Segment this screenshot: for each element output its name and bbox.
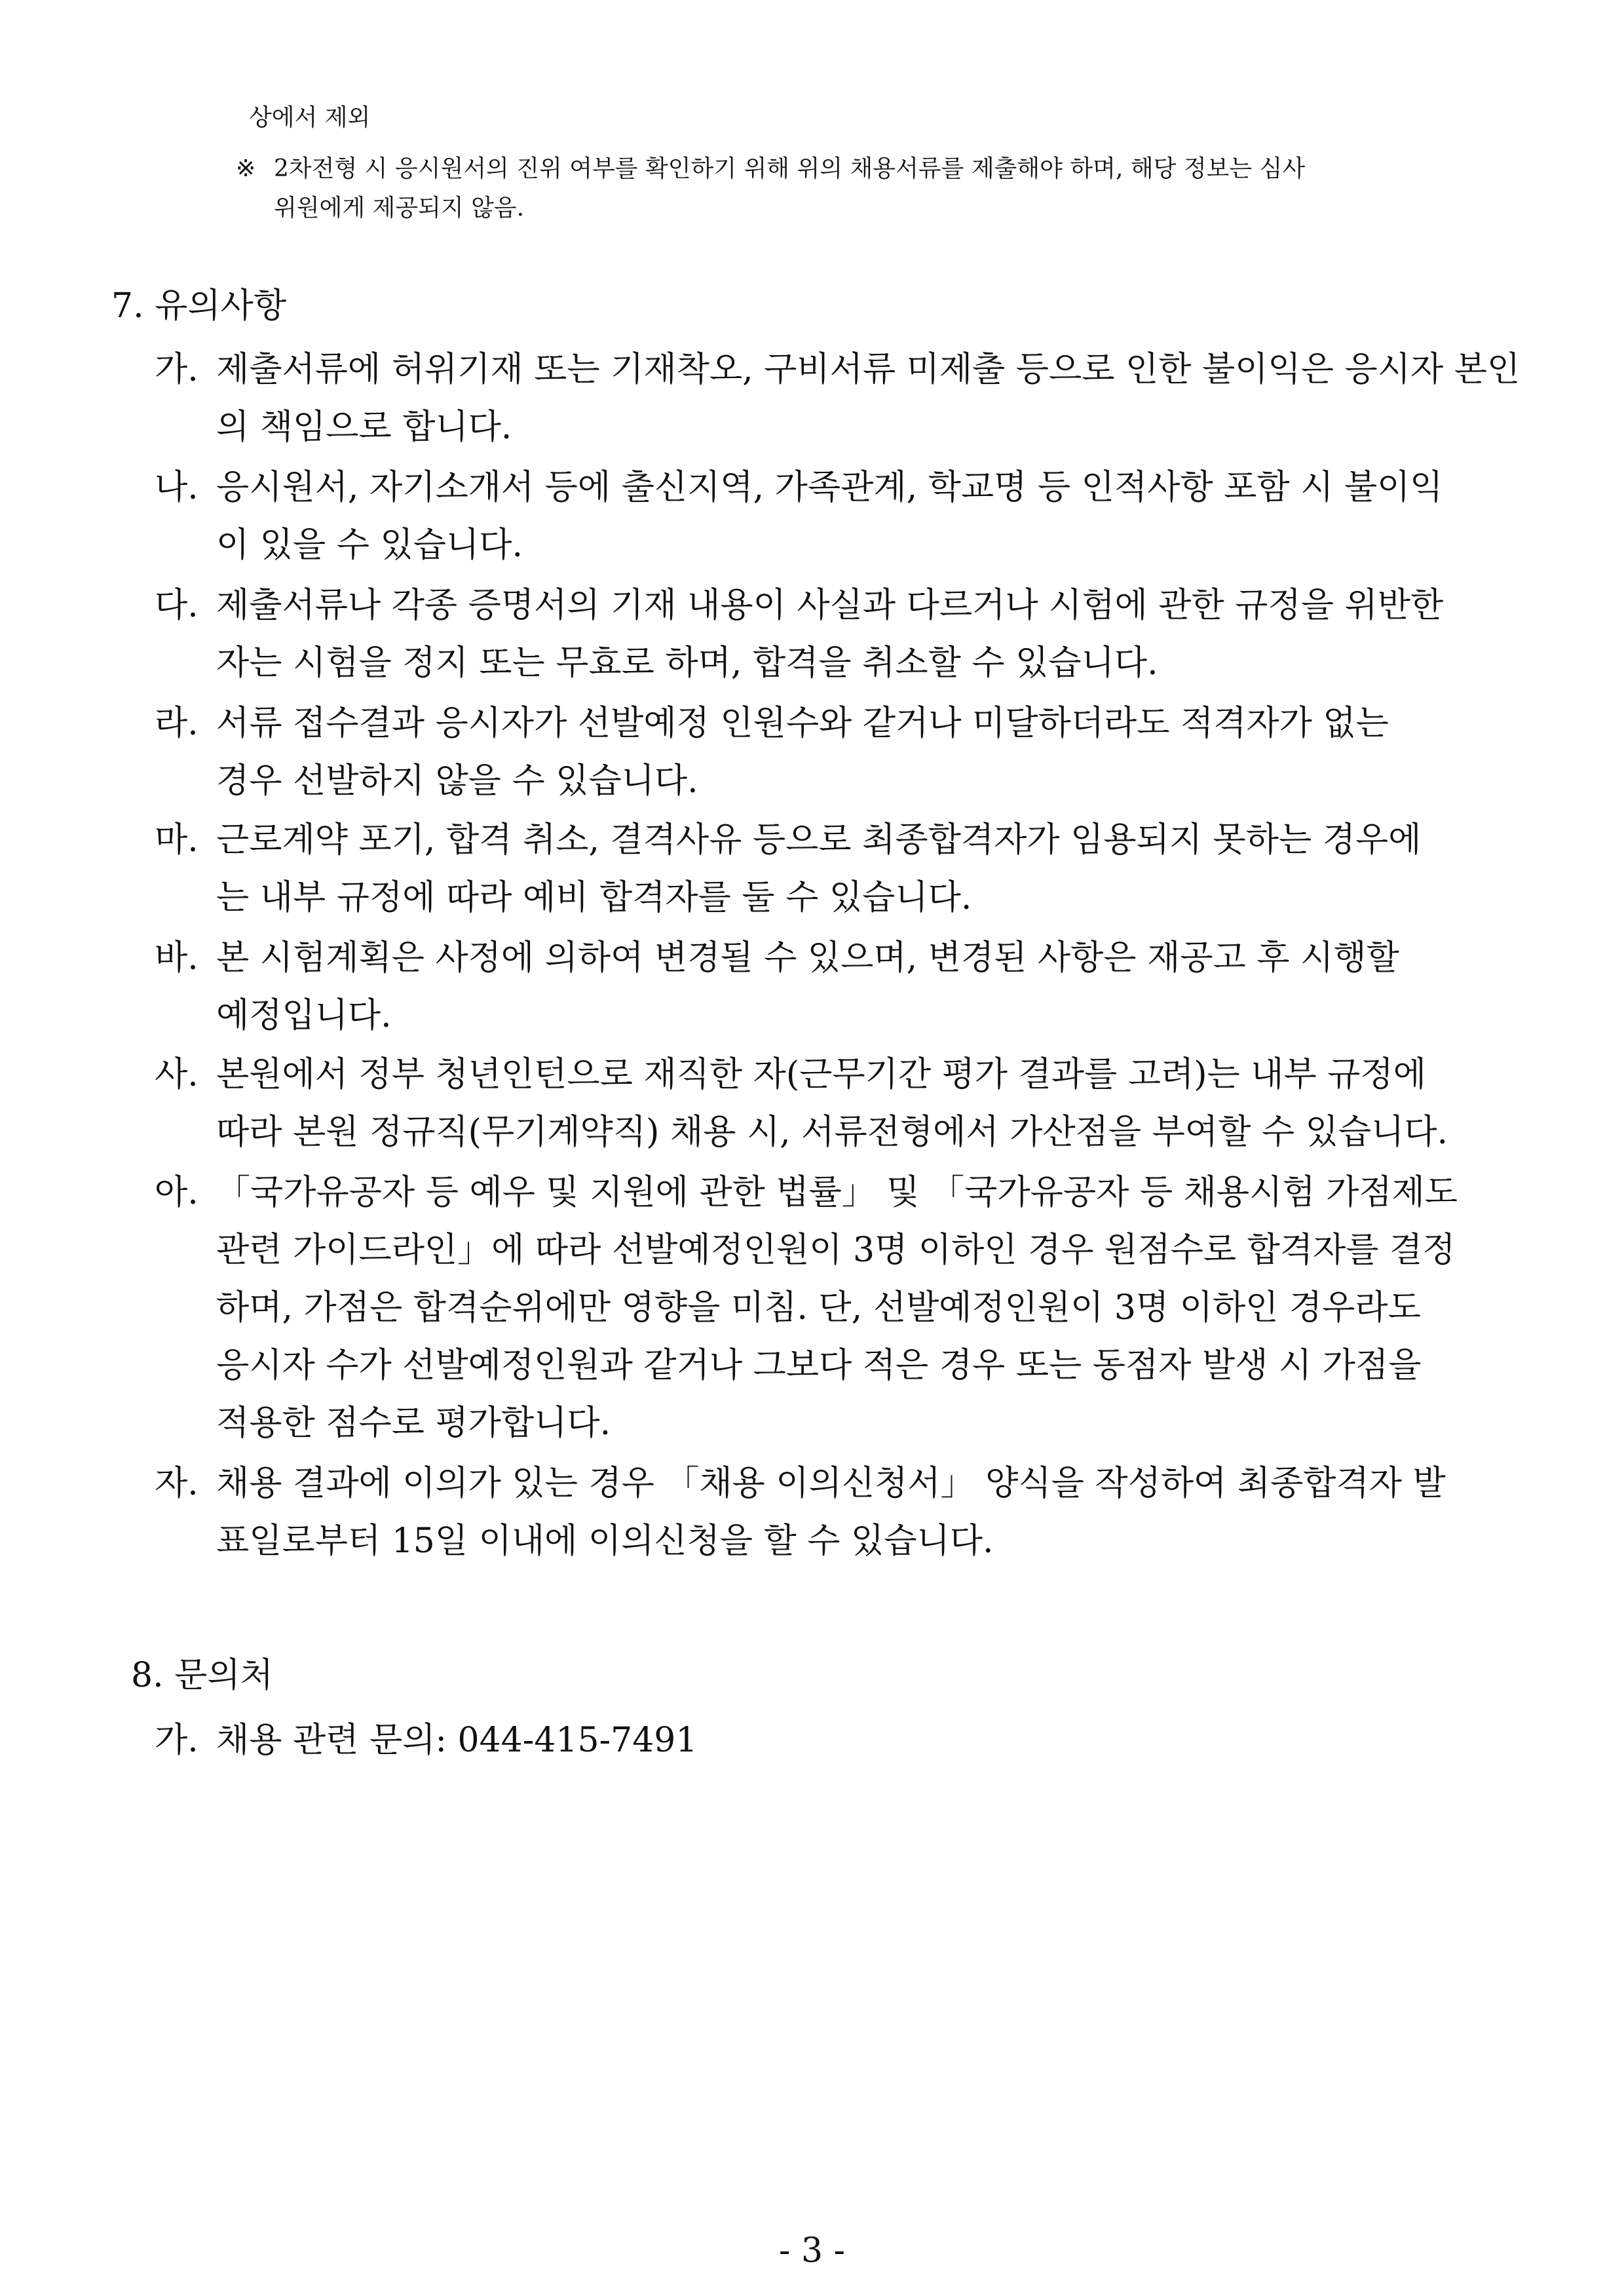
item-line: 본원에서 정부 청년인턴으로 재직한 자(근무기간 평가 결과를 고려)는 내부 규정에 bbox=[216, 1055, 1426, 1094]
item-line: 하며, 가점은 합격순위에만 영향을 미침. 단, 선발예정인원이 3명 이하인 경우라도 bbox=[216, 1288, 1421, 1328]
item-line: 예정입니다. bbox=[216, 996, 392, 1035]
item-label: 사. bbox=[155, 1055, 198, 1094]
note-continuation-text: 상에서 제외 bbox=[249, 104, 371, 131]
note-star-text bbox=[274, 149, 1505, 228]
item-line: 관련 가이드라인」에 따라 선발예정인원이 3명 이하인 경우 원점수로 합격자를 결정 bbox=[216, 1231, 1456, 1270]
item-line: 제출서류나 각종 증명서의 기재 내용이 사실과 다르거나 시험에 관한 규정을 위반한 bbox=[216, 586, 1444, 625]
section-title-8: 8. 문의처 bbox=[131, 1656, 273, 1695]
item-label: 나. bbox=[155, 468, 198, 507]
item-body bbox=[216, 1164, 1504, 1452]
item-body bbox=[216, 341, 1520, 456]
item-body bbox=[216, 1046, 1504, 1161]
item-line: 응시원서, 자기소개서 등에 출신지역, 가족관계, 학교명 등 인적사항 포함 시 불이익 bbox=[216, 468, 1443, 507]
item-body bbox=[216, 459, 1504, 574]
contact-phone-text: 채용 관련 문의: 044-415-7491 bbox=[216, 1721, 698, 1760]
item-body bbox=[216, 929, 1504, 1044]
section-title-7: 7. 유의사항 bbox=[111, 286, 287, 326]
item-label: 다. bbox=[155, 586, 198, 625]
item-label: 바. bbox=[155, 938, 198, 978]
item-line: 적용한 점수로 평가합니다. bbox=[216, 1404, 611, 1443]
reference-mark-icon: ※ bbox=[236, 155, 256, 182]
item-line: 표일로부터 15일 이내에 이의신청을 할 수 있습니다. bbox=[216, 1521, 994, 1561]
item-line: 본 시험계획은 사정에 의하여 변경될 수 있으며, 변경된 사항은 재공고 후 시행할 bbox=[216, 938, 1399, 978]
item-label: 가. bbox=[155, 350, 198, 389]
item-line: 채용 결과에 이의가 있는 경우 「채용 이의신청서」 양식을 작성하여 최종합격자 발 bbox=[216, 1464, 1446, 1503]
item-line: 제출서류에 허위기재 또는 기재착오, 구비서류 미제출 등으로 인한 불이익은 응시자 본인 bbox=[216, 350, 1520, 389]
item-label: 아. bbox=[155, 1173, 198, 1212]
item-label: 라. bbox=[155, 704, 198, 743]
note-line: 위원에게 제공되지 않음. bbox=[274, 195, 525, 221]
item-line: 응시자 수가 선발예정인원과 같거나 그보다 적은 경우 또는 동점자 발생 시 가점을 bbox=[216, 1346, 1422, 1385]
item-body bbox=[216, 577, 1504, 692]
note-line: 2차전형 시 응시원서의 진위 여부를 확인하기 위해 위의 채용서류를 제출해야 하며, 해당 정보는 심사 bbox=[274, 155, 1306, 182]
item-line: 경우 선발하지 않을 수 있습니다. bbox=[216, 761, 698, 801]
item-line: 서류 접수결과 응시자가 선발예정 인원수와 같거나 미달하더라도 적격자가 없는 bbox=[216, 704, 1389, 743]
item-body bbox=[216, 695, 1504, 810]
item-body bbox=[216, 1712, 1504, 1769]
item-body bbox=[216, 811, 1504, 927]
item-line: 이 있을 수 있습니다. bbox=[216, 526, 523, 565]
item-body bbox=[216, 1455, 1504, 1570]
item-line: 의 책임으로 합니다. bbox=[216, 408, 512, 447]
item-label: 가. bbox=[155, 1721, 198, 1760]
item-label: 자. bbox=[155, 1464, 198, 1503]
page-number: - 3 - bbox=[778, 2231, 846, 2270]
item-line: 근로계약 포기, 합격 취소, 결격사유 등으로 최종합격자가 임용되지 못하는 경우에 bbox=[216, 820, 1422, 860]
item-line: 「국가유공자 등 예우 및 지원에 관한 법률」 및 「국가유공자 등 채용시험 가점제도 bbox=[216, 1173, 1458, 1212]
item-line: 는 내부 규정에 따라 예비 합격자를 둘 수 있습니다. bbox=[216, 878, 972, 917]
item-label: 마. bbox=[155, 820, 198, 860]
item-line: 자는 시험을 정지 또는 무효로 하며, 합격을 취소할 수 있습니다. bbox=[216, 643, 1158, 683]
item-line: 따라 본원 정규직(무기계약직) 채용 시, 서류전형에서 가산점을 부여할 수 있습니다. bbox=[216, 1113, 1448, 1152]
note-continuation bbox=[249, 98, 1507, 138]
